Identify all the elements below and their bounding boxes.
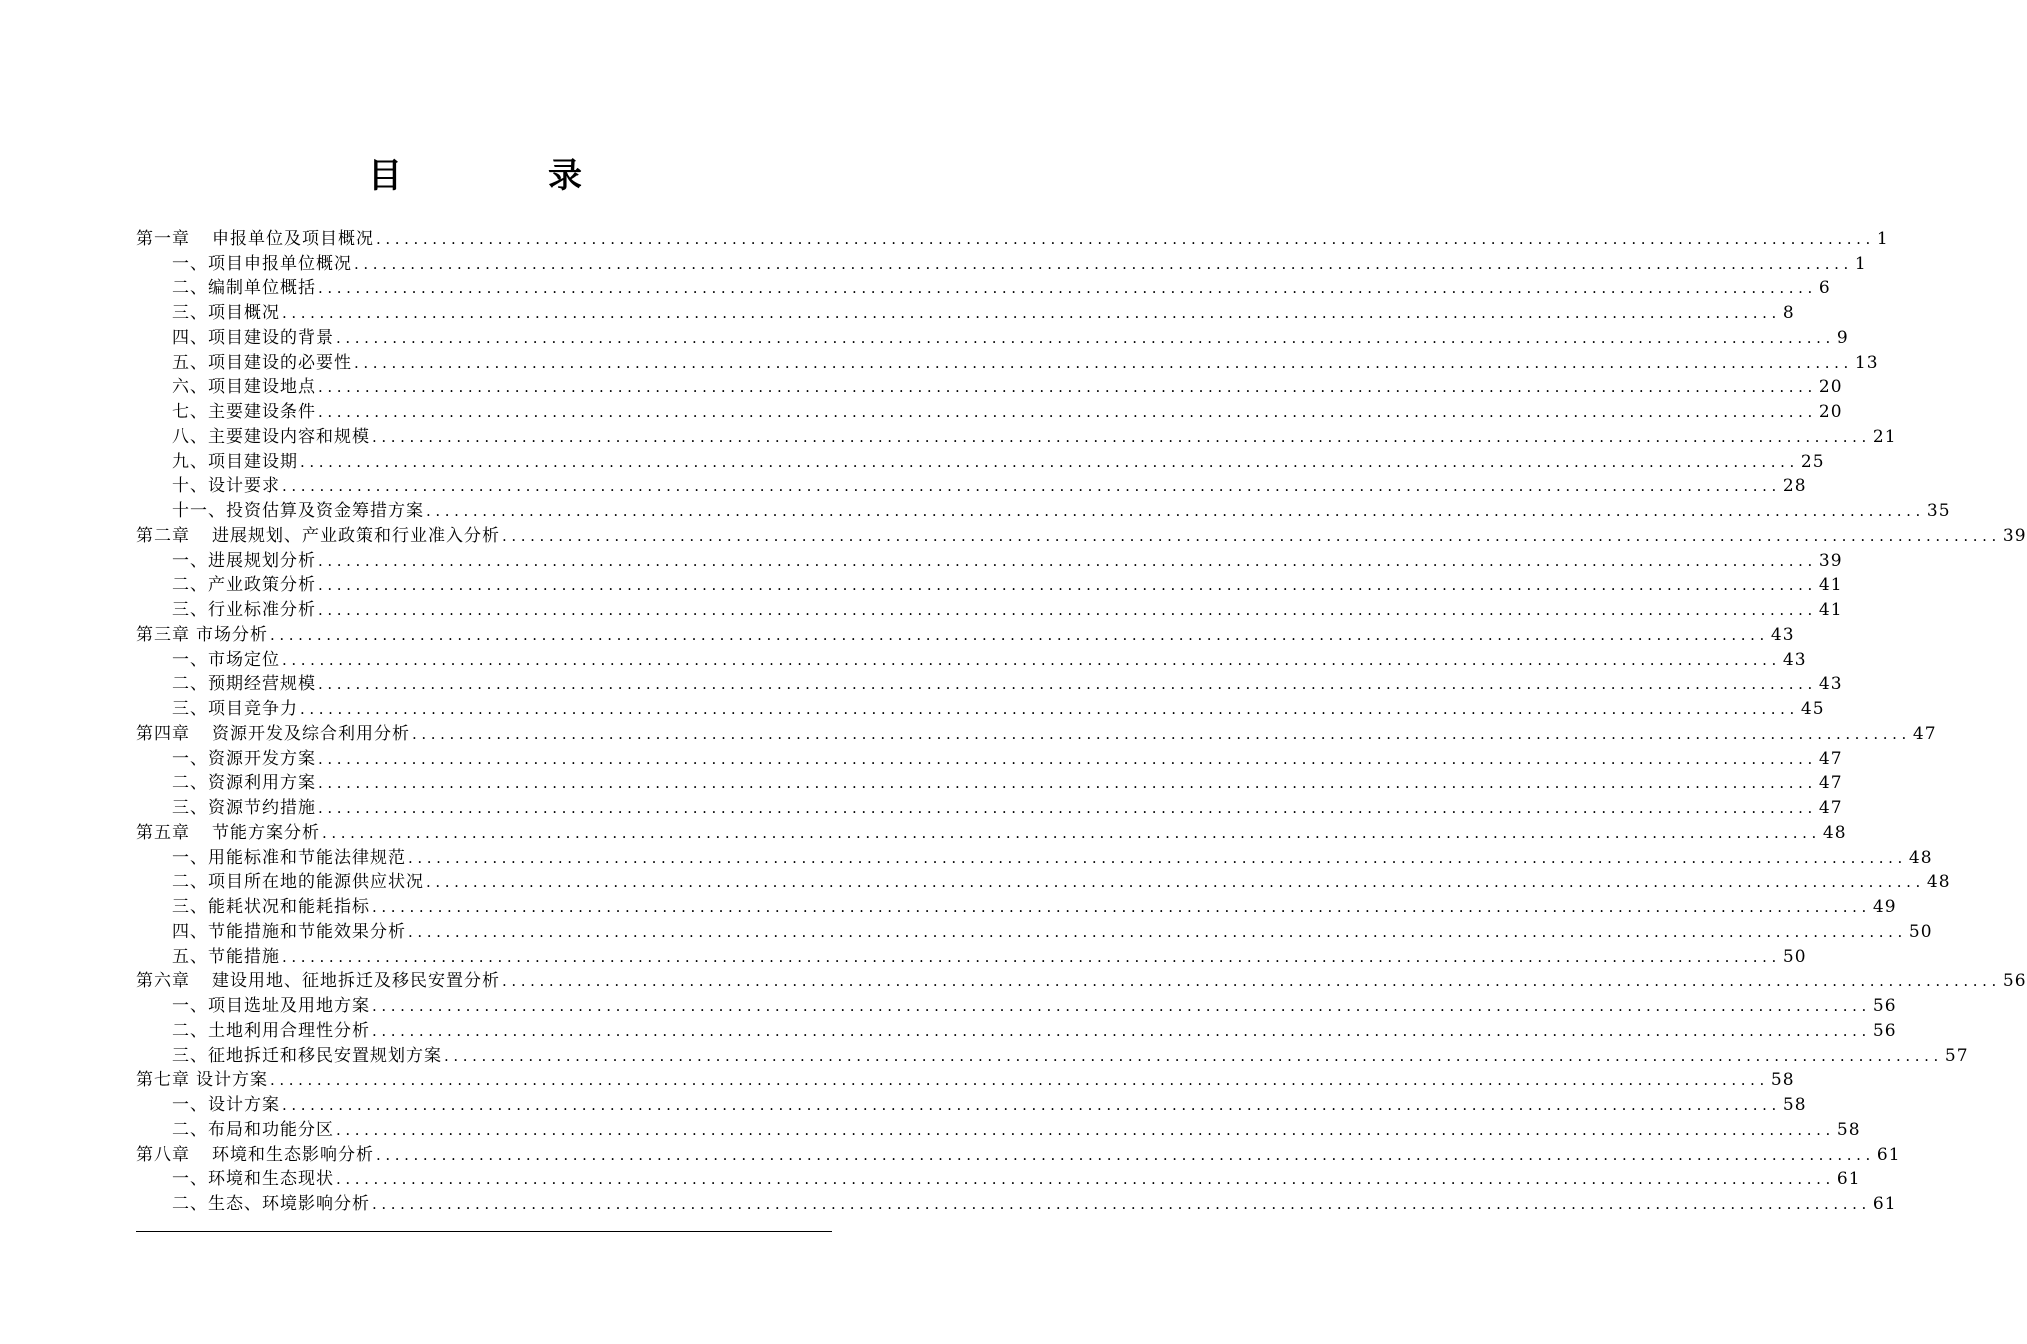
toc-section-entry[interactable] — [136, 695, 1825, 720]
toc-page-number: 48 — [1822, 822, 1847, 843]
toc-entry-label — [172, 376, 316, 398]
toc-page-number: 56 — [1872, 996, 1897, 1016]
toc-entry-title: 环境和生态影响分析 — [212, 1144, 374, 1165]
toc-entry-title: 项目建设的必要性 — [208, 352, 352, 373]
toc-entry-number: 第七章 — [136, 1070, 190, 1091]
toc-entry-title: 项目建设地点 — [208, 377, 316, 398]
toc-entry-label — [136, 723, 410, 745]
toc-page-number: 48 — [1908, 847, 1933, 868]
toc-chapter-entry[interactable] — [136, 522, 2027, 547]
toc-section-entry[interactable] — [136, 745, 1843, 770]
toc-entry-title: 土地利用合理性分析 — [208, 1020, 370, 1041]
toc-dot-leader: ................................................................................................................................................................ — [318, 378, 1817, 397]
toc-dot-leader: ................................................................................................................................................................ — [318, 551, 1817, 570]
toc-entry-number: 第六章 — [136, 971, 190, 992]
toc-entry-label — [172, 772, 316, 794]
toc-entry-title: 项目竞争力 — [208, 699, 298, 719]
toc-dot-leader: ................................................................................................................................................................ — [502, 972, 2001, 991]
toc-dot-leader: ................................................................................................................................................................ — [372, 1021, 1871, 1040]
toc-entry-number: 三、 — [172, 699, 208, 719]
toc-page-number: 39 — [2002, 525, 2027, 546]
toc-entry-label — [172, 946, 280, 968]
toc-page-number: 47 — [1818, 748, 1843, 769]
toc-section-entry[interactable] — [136, 1042, 1969, 1067]
toc-page-number: 58 — [1782, 1095, 1807, 1115]
toc-chapter-entry[interactable] — [136, 968, 2027, 993]
toc-page-number: 13 — [1854, 352, 1879, 373]
toc-section-entry[interactable] — [136, 1091, 1807, 1116]
toc-entry-label — [172, 1119, 334, 1141]
toc-entry-title: 资源开发方案 — [208, 748, 316, 769]
toc-section-entry[interactable] — [136, 423, 1897, 448]
toc-entry-title: 设计方案 — [196, 1070, 268, 1091]
toc-dot-leader: ................................................................................................................................................................ — [282, 304, 1781, 322]
toc-entry-number: 一、 — [172, 1169, 208, 1190]
toc-dot-leader: ................................................................................................................................................................ — [318, 774, 1817, 793]
toc-page-number: 49 — [1872, 897, 1897, 917]
toc-dot-leader: ................................................................................................................................................................ — [270, 1071, 1769, 1090]
toc-entry-title: 进展规划、产业政策和行业准入分析 — [212, 525, 500, 546]
toc-entry-number: 二、 — [172, 674, 208, 695]
toc-page-number: 8 — [1782, 303, 1795, 323]
toc-entry-label — [172, 698, 298, 720]
toc-entry-number: 第五章 — [136, 822, 190, 843]
toc-section-entry[interactable] — [136, 349, 1879, 374]
toc-entry-title: 节能措施 — [208, 946, 280, 967]
toc-entry-label — [172, 574, 316, 596]
toc-section-entry[interactable] — [136, 250, 1867, 275]
toc-section-entry[interactable] — [136, 1190, 1897, 1215]
toc-dot-leader: ................................................................................................................................................................ — [282, 947, 1781, 966]
footer-divider — [136, 1231, 832, 1232]
toc-page-number: 41 — [1818, 600, 1843, 620]
toc-dot-leader: ................................................................................................................................................................ — [282, 650, 1781, 669]
toc-dot-leader: ................................................................................................................................................................ — [336, 1120, 1835, 1139]
toc-section-entry[interactable] — [136, 398, 1843, 423]
toc-dot-leader: ................................................................................................................................................................ — [282, 477, 1781, 496]
toc-entry-label — [172, 673, 316, 695]
toc-page-number: 28 — [1782, 476, 1807, 497]
toc-dot-leader: ................................................................................................................................................................ — [318, 749, 1817, 768]
toc-entry-number: 三、 — [172, 303, 208, 323]
toc-section-entry[interactable] — [136, 1017, 1897, 1042]
toc-page-number: 50 — [1908, 921, 1933, 942]
toc-entry-number: 第四章 — [136, 723, 190, 744]
toc-page-number: 43 — [1782, 649, 1807, 670]
toc-page-number: 41 — [1818, 575, 1843, 596]
toc-entry-number: 二、 — [172, 872, 208, 893]
toc-dot-leader: ................................................................................................................................................................ — [408, 922, 1907, 941]
toc-entry-number: 十一、 — [172, 501, 226, 521]
toc-dot-leader: ................................................................................................................................................................ — [322, 823, 1821, 842]
toc-dot-leader: ................................................................................................................................................................ — [408, 848, 1907, 867]
toc-section-entry[interactable] — [136, 844, 1933, 869]
toc-entry-label — [172, 401, 316, 423]
toc-dot-leader: ................................................................................................................................................................ — [300, 700, 1799, 718]
toc-section-entry[interactable] — [136, 918, 1933, 943]
toc-entry-label — [172, 649, 280, 671]
toc-entry-title: 布局和功能分区 — [208, 1119, 334, 1140]
toc-dot-leader: ................................................................................................................................................................ — [372, 898, 1871, 916]
toc-entry-number: 一、 — [172, 1095, 208, 1115]
toc-entry-title: 征地拆迁和移民安置规划方案 — [208, 1045, 442, 1066]
toc-page-number: 45 — [1800, 699, 1825, 719]
toc-page-number: 58 — [1770, 1070, 1795, 1091]
toc-chapter-entry[interactable] — [136, 225, 1889, 250]
toc-entry-title: 项目建设期 — [208, 451, 298, 472]
toc-section-entry[interactable] — [136, 473, 1807, 498]
toc-page-number: 61 — [1872, 1194, 1897, 1214]
toc-entry-title: 生态、环境影响分析 — [208, 1194, 370, 1214]
toc-entry-label — [172, 352, 352, 374]
toc-entry-title: 项目建设的背景 — [208, 327, 334, 348]
toc-page-number: 1 — [1876, 228, 1889, 249]
toc-section-entry[interactable] — [136, 497, 1951, 522]
toc-entry-number: 九、 — [172, 451, 208, 472]
toc-entry-number: 一、 — [172, 649, 208, 670]
toc-page-number: 43 — [1770, 624, 1795, 645]
toc-entry-label — [172, 847, 406, 869]
toc-entry-number: 一、 — [172, 996, 208, 1016]
toc-entry-number: 二、 — [172, 773, 208, 794]
toc-entry-label — [172, 1168, 334, 1190]
toc-dot-leader: ................................................................................................................................................................ — [372, 427, 1871, 446]
toc-entry-number: 四、 — [172, 921, 208, 942]
toc-dot-leader: ................................................................................................................................................................ — [426, 873, 1925, 892]
toc-entry-title: 建设用地、征地拆迁及移民安置分析 — [212, 971, 500, 992]
toc-page-number: 48 — [1926, 872, 1951, 893]
toc-dot-leader: ................................................................................................................................................................ — [354, 353, 1853, 372]
toc-entry-label — [172, 896, 370, 918]
toc-entry-number: 第三章 — [136, 624, 190, 645]
toc-page-number: 57 — [1944, 1045, 1969, 1066]
toc-entry-label — [136, 525, 500, 547]
toc-entry-number: 第二章 — [136, 525, 190, 546]
toc-entry-label — [172, 475, 280, 497]
toc-dot-leader: ................................................................................................................................................................ — [336, 328, 1835, 347]
toc-entry-label — [172, 253, 352, 275]
toc-entry-title: 产业政策分析 — [208, 575, 316, 596]
toc-entry-number: 五、 — [172, 352, 208, 373]
toc-entry-title: 设计方案 — [208, 1095, 280, 1115]
toc-entry-title: 编制单位概括 — [208, 278, 316, 299]
toc-entry-title: 用能标准和节能法律规范 — [208, 847, 406, 868]
toc-entry-title: 资源开发及综合利用分析 — [212, 723, 410, 744]
toc-dot-leader: ................................................................................................................................................................ — [426, 502, 1925, 520]
toc-entry-label — [172, 1020, 370, 1042]
toc-dot-leader: ................................................................................................................................................................ — [300, 452, 1799, 471]
toc-dot-leader: ................................................................................................................................................................ — [318, 576, 1817, 595]
toc-entry-label — [172, 871, 424, 893]
toc-entry-number: 第八章 — [136, 1144, 190, 1165]
toc-entry-title: 行业标准分析 — [208, 600, 316, 620]
toc-page-number: 39 — [1818, 550, 1843, 571]
toc-entry-number: 二、 — [172, 1119, 208, 1140]
toc-page-number: 9 — [1836, 327, 1849, 348]
toc-entry-label — [172, 550, 316, 572]
toc-dot-leader: ................................................................................................................................................................ — [376, 229, 1875, 248]
toc-dot-leader: ................................................................................................................................................................ — [282, 1096, 1781, 1114]
toc-entry-label — [136, 970, 500, 992]
toc-section-entry[interactable] — [136, 547, 1843, 572]
toc-entry-title: 项目概况 — [208, 303, 280, 323]
toc-entry-number: 六、 — [172, 377, 208, 398]
toc-page-number: 47 — [1818, 798, 1843, 818]
toc-entry-label — [136, 822, 320, 844]
toc-entry-number: 四、 — [172, 327, 208, 348]
toc-dot-leader: ................................................................................................................................................................ — [336, 1170, 1835, 1189]
toc-entry-title: 环境和生态现状 — [208, 1169, 334, 1190]
toc-entry-label — [172, 327, 334, 349]
toc-dot-leader: ................................................................................................................................................................ — [318, 279, 1817, 298]
toc-section-entry[interactable] — [136, 992, 1897, 1017]
toc-entry-label — [172, 797, 316, 819]
toc-entry-label — [172, 277, 316, 299]
toc-entry-title: 投资估算及资金筹措方案 — [226, 501, 424, 521]
toc-entry-title: 进展规划分析 — [208, 550, 316, 571]
toc-entry-number: 一、 — [172, 748, 208, 769]
toc-chapter-entry[interactable] — [136, 621, 1795, 646]
toc-page-number: 35 — [1926, 501, 1951, 521]
toc-dot-leader: ................................................................................................................................................................ — [318, 799, 1817, 817]
toc-page-number: 47 — [1912, 723, 1937, 744]
toc-entry-number: 三、 — [172, 1045, 208, 1066]
toc-section-entry[interactable] — [136, 448, 1825, 473]
toc-page-number: 61 — [1836, 1169, 1861, 1190]
toc-entry-label — [136, 228, 374, 250]
toc-section-entry[interactable] — [136, 1116, 1861, 1141]
toc-page-number: 20 — [1818, 402, 1843, 422]
page-title: 目 录 — [368, 156, 638, 196]
toc-page-number: 43 — [1818, 674, 1843, 695]
toc-dot-leader: ................................................................................................................................................................ — [270, 625, 1769, 644]
toc-entry-title: 资源利用方案 — [208, 773, 316, 794]
toc-entry-number: 三、 — [172, 897, 208, 917]
toc-dot-leader: ................................................................................................................................................................ — [412, 724, 1911, 743]
toc-entry-number: 五、 — [172, 946, 208, 967]
toc-dot-leader: ................................................................................................................................................................ — [354, 254, 1853, 273]
toc-dot-leader: ................................................................................................................................................................ — [318, 675, 1817, 694]
toc-dot-leader: ................................................................................................................................................................ — [372, 1195, 1871, 1213]
toc-entry-title: 主要建设内容和规模 — [208, 426, 370, 447]
toc-entry-label — [172, 451, 298, 473]
toc-entry-label — [172, 426, 370, 448]
toc-chapter-entry[interactable] — [136, 1067, 1795, 1092]
toc-page-number: 20 — [1818, 377, 1843, 398]
toc-page-number: 50 — [1782, 946, 1807, 967]
toc-dot-leader: ................................................................................................................................................................ — [376, 1145, 1875, 1164]
toc-section-entry[interactable] — [136, 893, 1897, 918]
toc-entry-title: 资源节约措施 — [208, 798, 316, 818]
toc-entry-label — [136, 624, 268, 646]
toc-chapter-entry[interactable] — [136, 819, 1847, 844]
toc-entry-title: 节能方案分析 — [212, 822, 320, 843]
toc-page-number: 1 — [1854, 253, 1867, 274]
toc-entry-title: 主要建设条件 — [208, 402, 316, 422]
toc-entry-label — [172, 1094, 280, 1116]
toc-entry-title: 预期经营规模 — [208, 674, 316, 695]
toc-entry-number: 八、 — [172, 426, 208, 447]
toc-entry-title: 申报单位及项目概况 — [212, 228, 374, 249]
toc-page-number: 56 — [1872, 1020, 1897, 1041]
toc-entry-title: 能耗状况和能耗指标 — [208, 897, 370, 917]
toc-entry-title: 项目所在地的能源供应状况 — [208, 872, 424, 893]
toc-section-entry[interactable] — [136, 374, 1843, 399]
toc-page-number: 61 — [1876, 1144, 1901, 1165]
toc-page-number: 25 — [1800, 451, 1825, 472]
toc-page-number: 47 — [1818, 773, 1843, 794]
toc-section-entry[interactable] — [136, 299, 1795, 324]
toc-section-entry[interactable] — [136, 646, 1807, 671]
toc-dot-leader: ................................................................................................................................................................ — [318, 403, 1817, 421]
toc-page-number: 56 — [2002, 971, 2027, 992]
toc-section-entry[interactable] — [136, 275, 1831, 300]
toc-entry-title: 项目申报单位概况 — [208, 253, 352, 274]
toc-page-number: 21 — [1872, 426, 1897, 447]
toc-section-entry[interactable] — [136, 671, 1843, 696]
toc-entry-number: 一、 — [172, 550, 208, 571]
toc-entry-title: 项目选址及用地方案 — [208, 996, 370, 1016]
toc-entry-label — [172, 500, 424, 522]
toc-section-entry[interactable] — [136, 943, 1807, 968]
toc-dot-leader: ................................................................................................................................................................ — [444, 1046, 1943, 1065]
toc-entry-label — [172, 995, 370, 1017]
toc-entry-number: 二、 — [172, 1020, 208, 1041]
toc-dot-leader: ................................................................................................................................................................ — [372, 997, 1871, 1015]
toc-entry-number: 第一章 — [136, 228, 190, 249]
toc-entry-number: 三、 — [172, 798, 208, 818]
toc-entry-label — [172, 1193, 370, 1215]
toc-section-entry[interactable] — [136, 794, 1843, 819]
toc-entry-label — [136, 1069, 268, 1091]
toc-entry-label — [172, 302, 280, 324]
toc-entry-number: 二、 — [172, 1194, 208, 1214]
toc-entry-number: 七、 — [172, 402, 208, 422]
toc-chapter-entry[interactable] — [136, 1141, 1901, 1166]
toc-entry-label — [172, 748, 316, 770]
toc-entry-number: 十、 — [172, 476, 208, 497]
toc-entry-number: 一、 — [172, 847, 208, 868]
toc-entry-title: 市场定位 — [208, 649, 280, 670]
toc-page-number: 58 — [1836, 1119, 1861, 1140]
toc-section-entry[interactable] — [136, 572, 1843, 597]
toc-section-entry[interactable] — [136, 596, 1843, 621]
toc-entry-number: 二、 — [172, 575, 208, 596]
toc-entry-title: 设计要求 — [208, 476, 280, 497]
toc-section-entry[interactable] — [136, 869, 1951, 894]
table-of-contents — [136, 225, 2027, 1215]
toc-section-entry[interactable] — [136, 770, 1843, 795]
toc-entry-label — [172, 1045, 442, 1067]
toc-page-number: 6 — [1818, 278, 1831, 299]
toc-section-entry[interactable] — [136, 324, 1849, 349]
toc-entry-title: 市场分析 — [196, 624, 268, 645]
toc-entry-label — [136, 1144, 374, 1166]
toc-entry-number: 一、 — [172, 253, 208, 274]
toc-section-entry[interactable] — [136, 1166, 1861, 1191]
toc-entry-number: 三、 — [172, 600, 208, 620]
toc-dot-leader: ................................................................................................................................................................ — [318, 601, 1817, 619]
toc-entry-label — [172, 599, 316, 621]
toc-entry-label — [172, 921, 406, 943]
toc-entry-title: 节能措施和节能效果分析 — [208, 921, 406, 942]
toc-dot-leader: ................................................................................................................................................................ — [502, 526, 2001, 545]
toc-chapter-entry[interactable] — [136, 720, 1937, 745]
toc-entry-number: 二、 — [172, 278, 208, 299]
